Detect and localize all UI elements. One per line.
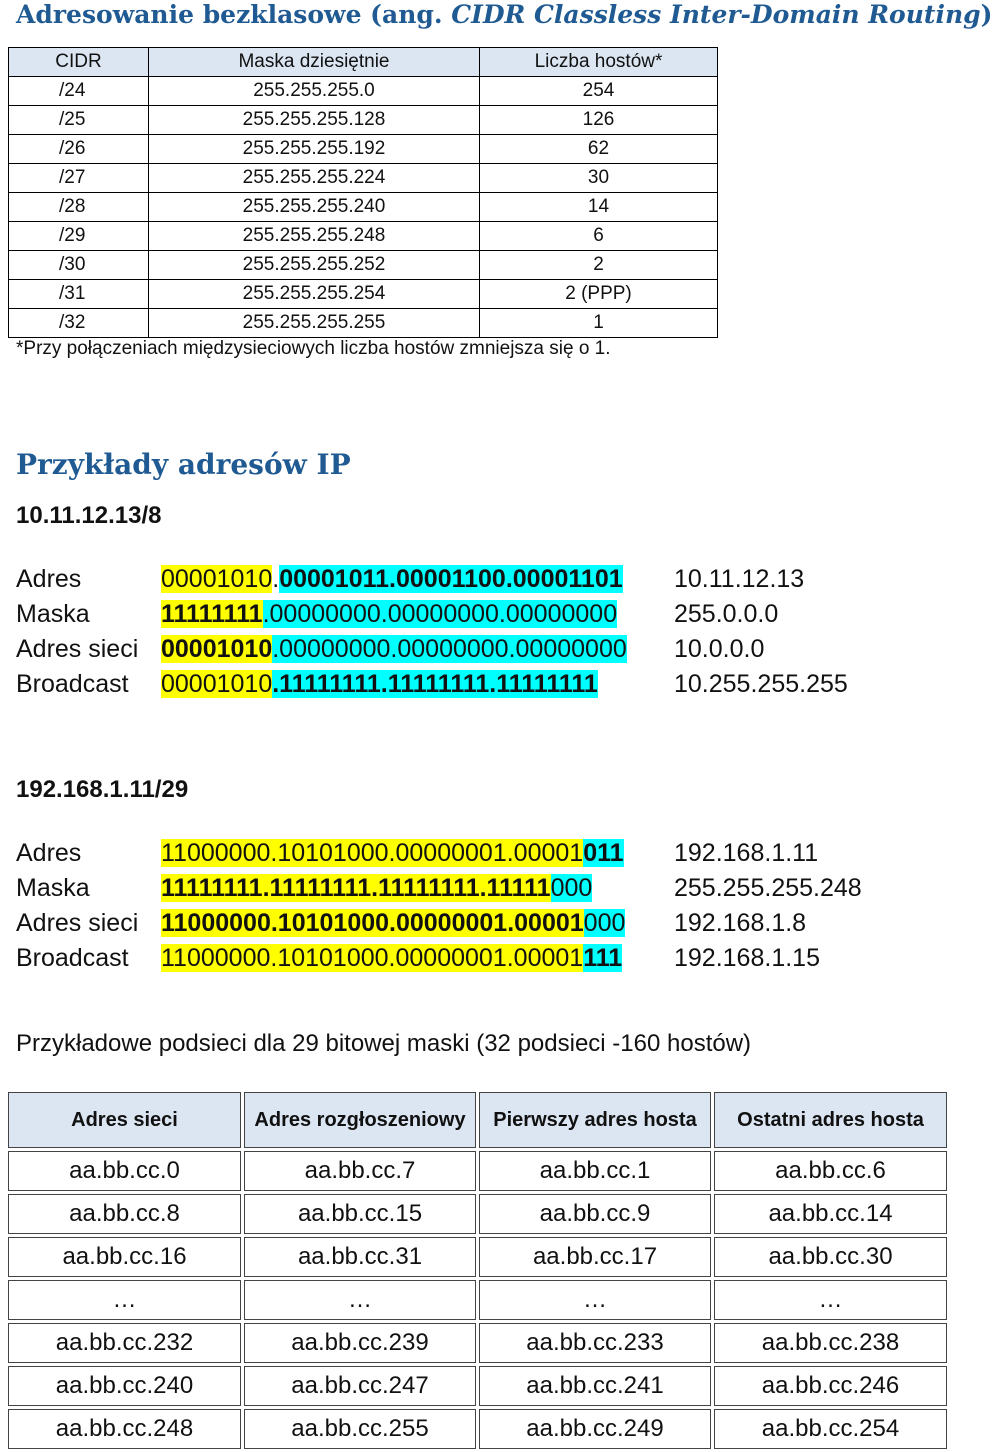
subnets-row xyxy=(8,1151,947,1191)
binary-segment: .00000000.00000000.00000000 xyxy=(272,635,627,663)
binary-row-label: Adres xyxy=(16,565,82,593)
cidr-cell: 2 xyxy=(480,251,718,280)
binary-segment: 00001010 xyxy=(161,635,273,663)
footnote: *Przy połączeniach międzysieciowych liczba hostów zmniejsza się o 1. xyxy=(16,338,611,359)
binary-row-label: Maska xyxy=(16,874,90,902)
decimal-value: 10.0.0.0 xyxy=(674,635,765,663)
cidr-cell: 2 (PPP) xyxy=(480,280,718,309)
subnets-header-cell: Adres rozgłoszeniowy xyxy=(244,1092,476,1148)
cidr-cell: 255.255.255.0 xyxy=(149,77,480,106)
subnets-cell: aa.bb.cc.246 xyxy=(714,1366,947,1406)
binary-segment: 111 xyxy=(583,944,623,972)
cidr-cell: 254 xyxy=(480,77,718,106)
subnets-header-cell: Ostatni adres hosta xyxy=(714,1092,947,1148)
subnets-cell: aa.bb.cc.1 xyxy=(479,1151,711,1191)
example1-ip: 10.11.12.13/8 xyxy=(16,502,162,529)
cidr-cell: 255.255.255.192 xyxy=(149,135,480,164)
subnets-cell: aa.bb.cc.249 xyxy=(479,1409,711,1449)
decimal-value: 192.168.1.11 xyxy=(674,839,819,867)
cidr-cell: 30 xyxy=(480,164,718,193)
subnets-header-cell: Adres sieci xyxy=(8,1092,241,1148)
cidr-row xyxy=(9,106,718,135)
cidr-row xyxy=(9,77,718,106)
cidr-header-cell: CIDR xyxy=(9,48,149,77)
binary-value xyxy=(161,941,622,976)
subnets-header-cell: Pierwszy adres hosta xyxy=(479,1092,711,1148)
subnets-row xyxy=(8,1194,947,1234)
binary-value xyxy=(161,871,592,906)
binary-row-label: Broadcast xyxy=(16,670,129,698)
cidr-row xyxy=(9,193,718,222)
binary-segment: 11111111 xyxy=(161,600,263,628)
cidr-cell: 255.255.255.128 xyxy=(149,106,480,135)
subnets-cell: aa.bb.cc.31 xyxy=(244,1237,476,1277)
binary-segment: 11000000.10101000.00000001.00001 xyxy=(161,839,584,867)
binary-segment: 11000000.10101000.00000001.00001 xyxy=(161,909,584,937)
cidr-cell: 255.255.255.255 xyxy=(149,309,480,338)
cidr-row xyxy=(9,309,718,338)
binary-row-label: Adres sieci xyxy=(16,635,139,663)
cidr-cell: /28 xyxy=(9,193,149,222)
cidr-cell: 255.255.255.254 xyxy=(149,280,480,309)
page-title: Adresowanie bezklasowe (ang. CIDR Classless Inter-Domain Routing) xyxy=(16,0,992,29)
decimal-value: 10.11.12.13 xyxy=(674,565,805,593)
subnets-cell: … xyxy=(244,1280,476,1320)
binary-segment: 11000000.10101000.00000001.00001 xyxy=(161,944,584,972)
cidr-table xyxy=(8,47,718,338)
binary-segment: 000 xyxy=(583,909,626,937)
subnets-cell: aa.bb.cc.241 xyxy=(479,1366,711,1406)
subnets-cell: aa.bb.cc.233 xyxy=(479,1323,711,1363)
subnets-cell: aa.bb.cc.238 xyxy=(714,1323,947,1363)
cidr-cell: 126 xyxy=(480,106,718,135)
binary-segment: 011 xyxy=(583,839,624,867)
subnets-heading: Przykładowe podsieci dla 29 bitowej maski (32 podsieci -160 hostów) xyxy=(16,1030,752,1057)
binary-segment: . xyxy=(272,565,280,593)
subnets-cell: … xyxy=(8,1280,241,1320)
decimal-value: 255.0.0.0 xyxy=(674,600,779,628)
cidr-row xyxy=(9,135,718,164)
decimal-value: 192.168.1.8 xyxy=(674,909,807,937)
subnets-cell: aa.bb.cc.8 xyxy=(8,1194,241,1234)
cidr-cell: 255.255.255.224 xyxy=(149,164,480,193)
examples-heading: Przykłady adresów IP xyxy=(16,448,351,481)
cidr-header-cell: Liczba hostów* xyxy=(480,48,718,77)
cidr-cell: /27 xyxy=(9,164,149,193)
cidr-header-cell: Maska dziesiętnie xyxy=(149,48,480,77)
subnets-cell: aa.bb.cc.16 xyxy=(8,1237,241,1277)
subnets-cell: aa.bb.cc.232 xyxy=(8,1323,241,1363)
cidr-cell: /26 xyxy=(9,135,149,164)
cidr-cell: /24 xyxy=(9,77,149,106)
cidr-cell: 62 xyxy=(480,135,718,164)
subnets-row xyxy=(8,1409,947,1449)
subnets-cell: … xyxy=(479,1280,711,1320)
binary-segment: 00001011.00001100.00001101 xyxy=(279,565,623,593)
subnets-cell: aa.bb.cc.15 xyxy=(244,1194,476,1234)
subnets-table xyxy=(5,1089,950,1452)
subnets-cell: aa.bb.cc.247 xyxy=(244,1366,476,1406)
cidr-cell: /32 xyxy=(9,309,149,338)
subnets-row xyxy=(8,1237,947,1277)
subnets-cell: aa.bb.cc.239 xyxy=(244,1323,476,1363)
decimal-value: 255.255.255.248 xyxy=(674,874,862,902)
binary-segment: 00001010 xyxy=(161,670,273,698)
subnets-row xyxy=(8,1280,947,1320)
cidr-cell: /30 xyxy=(9,251,149,280)
binary-row-label: Adres sieci xyxy=(16,909,139,937)
binary-value xyxy=(161,906,625,941)
binary-segment: 00001010 xyxy=(161,565,273,593)
subnets-cell: aa.bb.cc.254 xyxy=(714,1409,947,1449)
binary-segment: 11111111.11111111.11111111.11111 xyxy=(161,874,551,902)
cidr-cell: 6 xyxy=(480,222,718,251)
cidr-cell: 255.255.255.248 xyxy=(149,222,480,251)
binary-value xyxy=(161,562,623,597)
subnets-row xyxy=(8,1323,947,1363)
binary-segment: .00000000.00000000.00000000 xyxy=(262,600,618,628)
subnets-cell: aa.bb.cc.6 xyxy=(714,1151,947,1191)
subnets-cell: aa.bb.cc.9 xyxy=(479,1194,711,1234)
cidr-row xyxy=(9,280,718,309)
subnets-cell: aa.bb.cc.248 xyxy=(8,1409,241,1449)
subnets-cell: aa.bb.cc.255 xyxy=(244,1409,476,1449)
cidr-cell: 255.255.255.240 xyxy=(149,193,480,222)
cidr-row xyxy=(9,164,718,193)
decimal-value: 192.168.1.15 xyxy=(674,944,820,972)
subnets-cell: aa.bb.cc.30 xyxy=(714,1237,947,1277)
binary-value xyxy=(161,632,627,667)
binary-row-label: Adres xyxy=(16,839,82,867)
binary-row-label: Maska xyxy=(16,600,90,628)
cidr-cell: 255.255.255.252 xyxy=(149,251,480,280)
cidr-cell: 14 xyxy=(480,193,718,222)
cidr-row xyxy=(9,251,718,280)
subnets-cell: aa.bb.cc.14 xyxy=(714,1194,947,1234)
subnets-cell: aa.bb.cc.240 xyxy=(8,1366,241,1406)
cidr-cell: /25 xyxy=(9,106,149,135)
binary-value xyxy=(161,667,598,702)
binary-row-label: Broadcast xyxy=(16,944,129,972)
decimal-value: 10.255.255.255 xyxy=(674,670,848,698)
cidr-row xyxy=(9,222,718,251)
subnets-cell: aa.bb.cc.0 xyxy=(8,1151,241,1191)
subnets-row xyxy=(8,1366,947,1406)
example2-ip: 192.168.1.11/29 xyxy=(16,776,189,803)
subnets-cell: … xyxy=(714,1280,947,1320)
binary-segment: 000 xyxy=(550,874,593,902)
binary-segment: .11111111.11111111.11111111 xyxy=(272,670,598,698)
cidr-cell: /29 xyxy=(9,222,149,251)
cidr-cell: /31 xyxy=(9,280,149,309)
binary-value xyxy=(161,597,617,632)
subnets-cell: aa.bb.cc.7 xyxy=(244,1151,476,1191)
subnets-cell: aa.bb.cc.17 xyxy=(479,1237,711,1277)
cidr-cell: 1 xyxy=(480,309,718,338)
binary-value xyxy=(161,836,624,871)
